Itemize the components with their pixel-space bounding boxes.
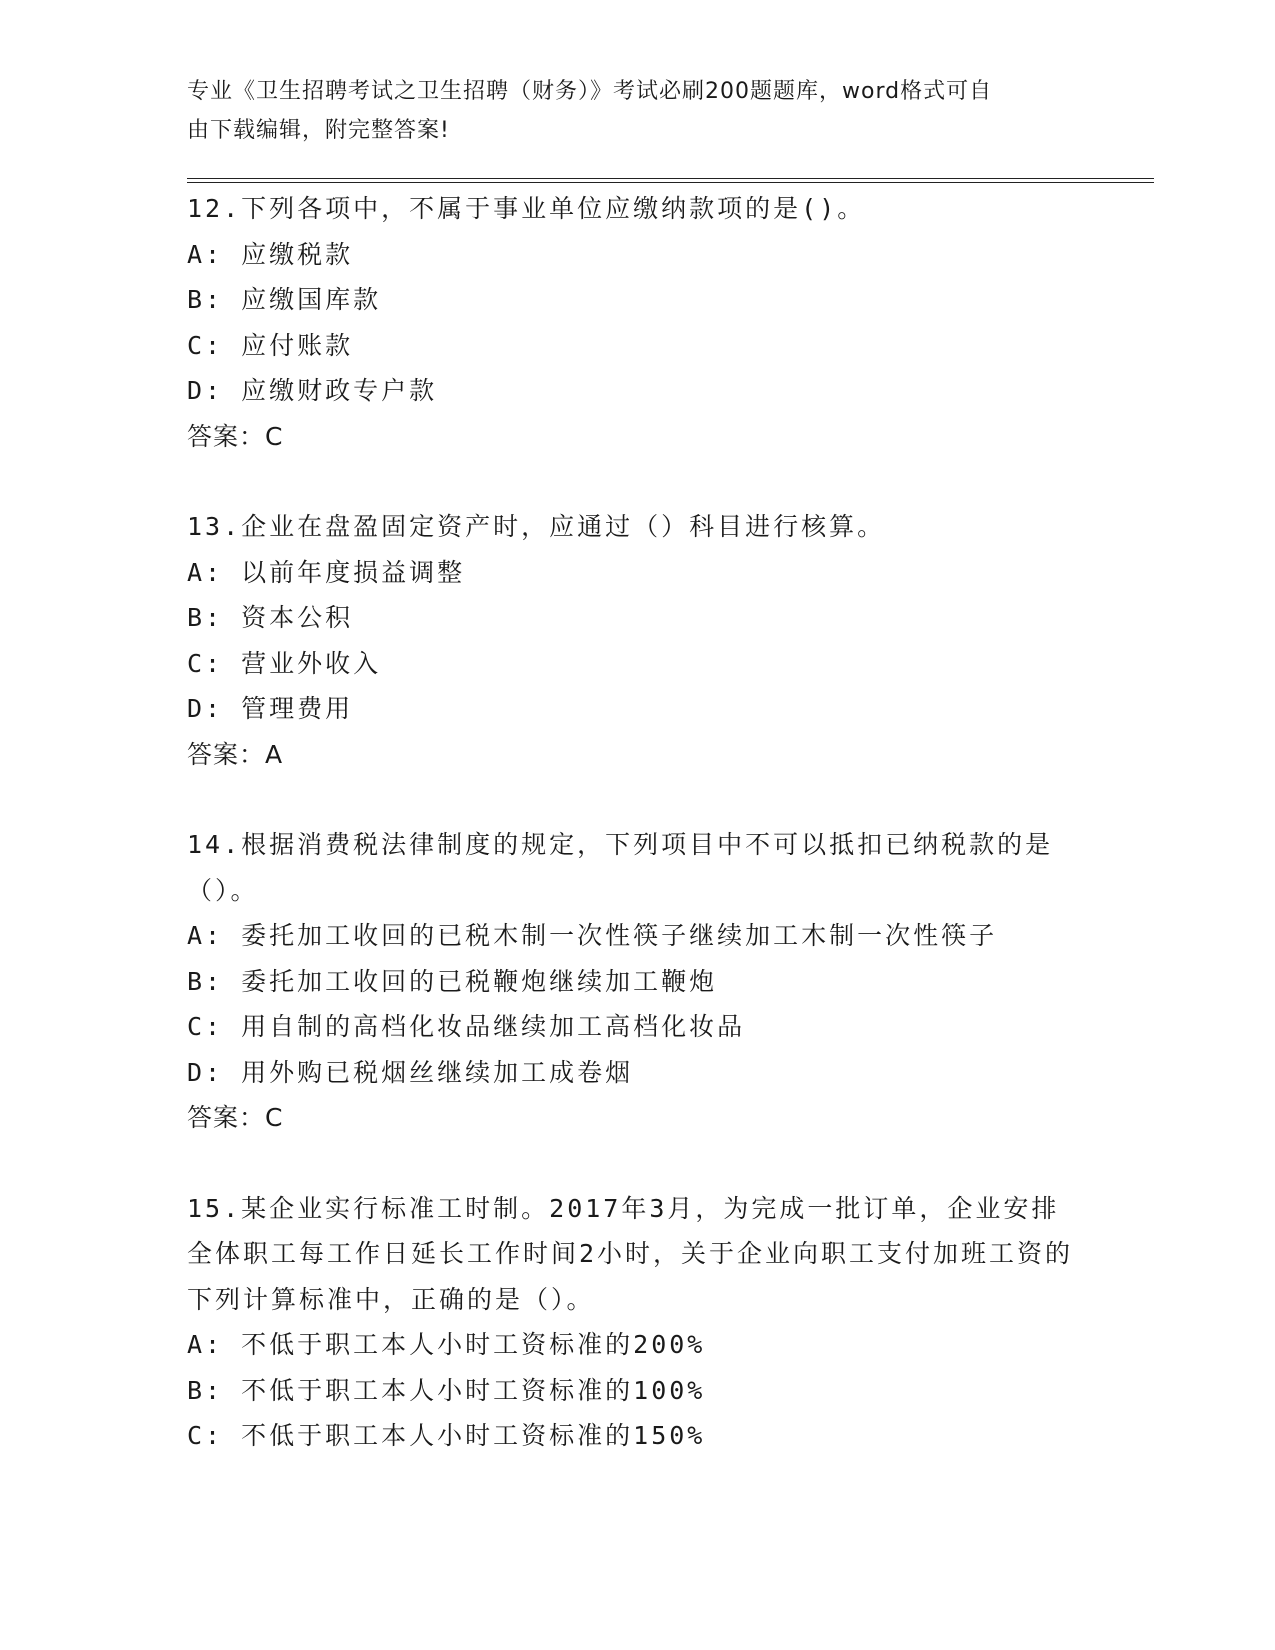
header-line-2: 由下载编辑，附完整答案! xyxy=(187,118,450,143)
option-d: D: 管理费用 xyxy=(187,694,354,723)
option-a: A: 委托加工收回的已税木制一次性筷子继续加工木制一次性筷子 xyxy=(187,921,998,950)
answer-line: 答案：C xyxy=(187,1103,284,1132)
option-a: A: 以前年度损益调整 xyxy=(187,557,466,587)
question-stem: 13.企业在盘盈固定资产时，应通过（）科目进行核算。 xyxy=(187,512,886,541)
option-c: C: 不低于职工本人小时工资标准的150% xyxy=(187,1421,706,1450)
option-b: B: 资本公积 xyxy=(187,603,354,632)
question-stem: 15.某企业实行标准工时制。2017年3月，为完成一批订单，企业安排全体职工每工作日延长工作时间2小时，关于企业向职工支付加班工资的下列计算标准中，正确的是（）。 xyxy=(187,1193,1074,1314)
question-12 xyxy=(187,186,1087,459)
option-d: D: 用外购已税烟丝继续加工成卷烟 xyxy=(187,1057,634,1087)
document-header xyxy=(187,72,1067,150)
option-b: B: 应缴国库款 xyxy=(187,285,382,314)
option-c: C: 营业外收入 xyxy=(187,648,382,678)
header-divider-bottom xyxy=(187,182,1154,183)
option-c: C: 应付账款 xyxy=(187,330,354,360)
option-a: A: 不低于职工本人小时工资标准的200% xyxy=(187,1330,706,1359)
header-line-1: 专业《卫生招聘考试之卫生招聘（财务）》考试必刷200题题库，word格式可自 xyxy=(187,79,993,104)
question-stem: 12.下列各项中，不属于事业单位应缴纳款项的是()。 xyxy=(187,194,866,223)
question-13 xyxy=(187,504,1087,777)
question-list xyxy=(187,186,1087,1504)
header-divider-top xyxy=(187,178,1154,179)
option-b: B: 委托加工收回的已税鞭炮继续加工鞭炮 xyxy=(187,966,718,996)
option-c: C: 用自制的高档化妆品继续加工高档化妆品 xyxy=(187,1012,746,1041)
answer-line: 答案：A xyxy=(187,739,284,769)
answer-line: 答案：C xyxy=(187,421,284,451)
question-15 xyxy=(187,1186,1087,1459)
question-stem: 14.根据消费税法律制度的规定，下列项目中不可以抵扣已纳税款的是（）。 xyxy=(187,830,1054,905)
option-a: A: 应缴税款 xyxy=(187,239,354,269)
option-b: B: 不低于职工本人小时工资标准的100% xyxy=(187,1375,706,1405)
option-d: D: 应缴财政专户款 xyxy=(187,376,438,405)
question-14 xyxy=(187,822,1087,1141)
